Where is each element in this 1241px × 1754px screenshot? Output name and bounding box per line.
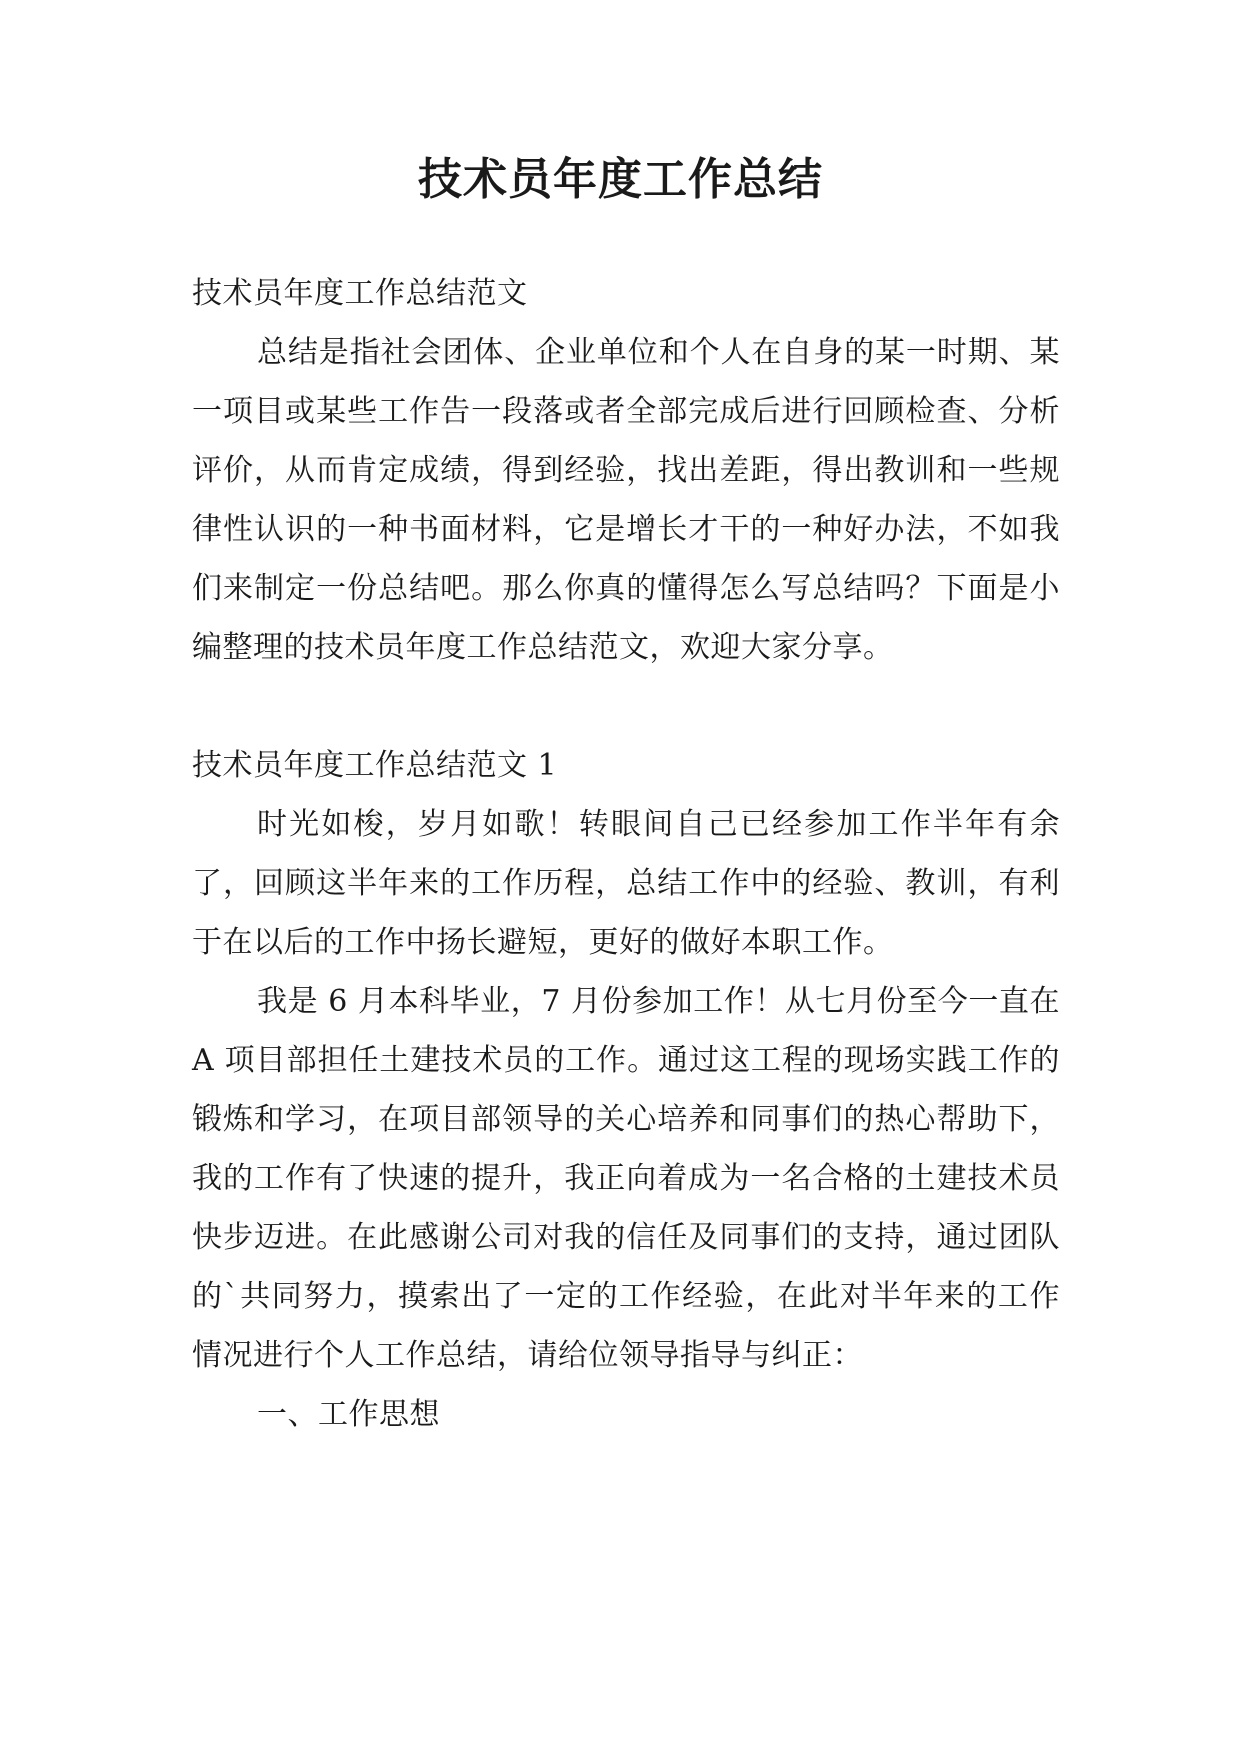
section-heading: 技术员年度工作总结范文 1: [192, 748, 558, 783]
document-body: [192, 264, 1060, 1444]
list-item-heading: 一、工作思想: [257, 1397, 440, 1432]
paragraph-2: 我是 6 月本科毕业，7 月份参加工作！从七月份至今一直在 A 项目部担任土建技术员的工作。通过这工程的现场实践工作的锻炼和学习，在项目部领导的关心培养和同事们的热心帮助下，我的工作有了快速的提升，我正向着成为一名合格的土建技术员快步迈进。在此感谢公司对我的信任及同事们的支持，通过团队的`共同努力，摸索出了一定的工作经验，在此对半年来的工作情况进行个人工作总结，请给位领导指导与纠正：: [192, 984, 1060, 1373]
subtitle: 技术员年度工作总结范文: [192, 276, 528, 311]
intro-paragraph: 总结是指社会团体、企业单位和个人在自身的某一时期、某一项目或某些工作告一段落或者全部完成后进行回顾检查、分析评价，从而肯定成绩，得到经验，找出差距，得出教训和一些规律性认识的一种书面材料，它是增长才干的一种好办法，不如我们来制定一份总结吧。那么你真的懂得怎么写总结吗？下面是小编整理的技术员年度工作总结范文，欢迎大家分享。: [192, 335, 1060, 665]
document-title: 技术员年度工作总结: [418, 154, 823, 205]
paragraph-1: 时光如梭，岁月如歌！转眼间自己已经参加工作半年有余了，回顾这半年来的工作历程，总结工作中的经验、教训，有利于在以后的工作中扬长避短，更好的做好本职工作。: [192, 807, 1060, 960]
